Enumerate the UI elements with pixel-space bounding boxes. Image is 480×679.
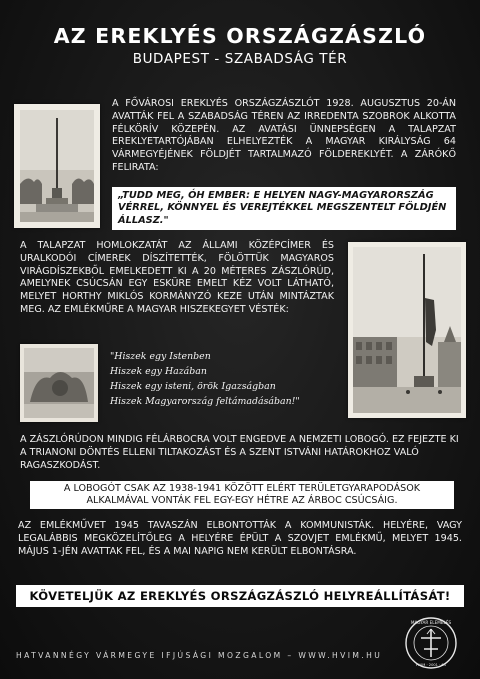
pedestal-paragraph: A TALAPZAT HOMLOKZATÁT AZ ÁLLAMI KÖZÉPCÍMER ÉS URALKODÓI CÍMEREK DÍSZÍTETTÉK, FÖLÖTTÜK MAGYAROS VIRÁGDÍSZEKBŐL EMELKEDETT KI A 20 MÉTERES ZÁSZLÓRÚD, AMELYNEK CSÚCSÁN EGY ESKÜRE EMELT KÉZ VOLT LÁTHATÓ, MELYET HORTHY MIKLÓS KORMÁNYZÓ KEZE UTÁN MINTÁZTAK MEG. AZ EMLÉKMŰRE A MAGYAR HISZEKEGYET VÉSTÉK: (20, 240, 334, 315)
hiszekegy-line: Hiszek egy isteni, örök Igazságban (110, 381, 276, 392)
demand-banner: KÖVETELJÜK AZ EREKLYÉS ORSZÁGZÁSZLÓ HELYREÁLLÍTÁSÁT! (16, 585, 464, 607)
hiszekegy-line: "Hiszek egy Istenben (110, 351, 211, 362)
inscription-quote: „TUDD MEG, ÓH EMBER: E HELYEN NAGY-MAGYARORSZÁG VÉRREL, KÖNNYEL ÉS VEREJTÉKKEL MEGSZENTELT FÖLDJÉN ÁLLASZ." (112, 187, 456, 230)
page-subtitle: BUDAPEST - SZABADSÁG TÉR (132, 51, 348, 67)
hiszekegy-text (110, 349, 360, 409)
logo-subtext: HVIM · 2001 · 64 (416, 663, 446, 667)
hiszekegy-line: Hiszek egy Hazában (110, 366, 207, 377)
relief-photo (20, 344, 98, 422)
territory-box: A LOBOGÓT CSAK AZ 1938-1941 KÖZÖTT ELÉRT TERÜLETGYARAPODÁSOK ALKALMÁVAL VONTÁK FEL EGY-EGY HÉTRE AZ ÁRBOC CSÚCSÁIG. (30, 481, 454, 509)
intro-paragraph: A FŐVÁROSI EREKLYÉS ORSZÁGZÁSZLÓT 1928. AUGUSZTUS 20-ÁN AVATTÁK FEL A SZABADSÁG TÉREN AZ IRREDENTA SZOBROK ALKOTTA FÉLKÖRÍV KÖZEPÉN. AZ AVATÁSI ÜNNEPSÉGEN A TALAPZAT EREKLYETARTÓJÁBAN ELHELYEZTÉK A MAGYAR KIRÁLYSÁG 64 VÁRMEGYÉJÉNEK FÖLDJÉT TARTALMAZÓ FÖLDEREKLYÉT. A ZÁRÓKŐ FELIRATA: (112, 98, 456, 173)
hvim-logo (404, 616, 458, 670)
logo-text: MAGYAR ELEMÉLÉS (410, 620, 452, 625)
demolition-paragraph: AZ EMLÉKMŰVET 1945 TAVASZÁN ELBONTOTTÁK A KOMMUNISTÁK. HELYÉRE, VAGY LEGALÁBBIS MEGKÖZELÍTŐLEG A HELYÉRE ÉPÜLT A SZOVJET EMLÉKMŰ, MELYET 1945. MÁJUS 1-JÉN AVATTAK FEL, ÉS A MAI NAPIG NEM KERÜLT ELBONTÁSRA. (18, 520, 462, 557)
flag-paragraph: A ZÁSZLÓRÚDON MINDIG FÉLÁRBOCRA VOLT ENGEDVE A NEMZETI LOBOGÓ. EZ FEJEZTE KI A TRIANONI DÖNTÉS ELLENI TILTAKOZÁST ÉS A SZENT ISTVÁNI HATÁROKHOZ VALÓ RAGASZKODÁST. (20, 434, 459, 471)
hiszekegy-line: Hiszek Magyarország feltámadásában!" (110, 396, 300, 407)
flag-photo (348, 242, 466, 418)
monument-photo-1928 (14, 104, 100, 228)
footer-org: HATVANNÉGY VÁRMEGYE IFJÚSÁGI MOZGALOM – WWW.HVIM.HU (16, 651, 383, 660)
page-title: AZ EREKLYÉS ORSZÁGZÁSZLÓ (53, 24, 427, 48)
